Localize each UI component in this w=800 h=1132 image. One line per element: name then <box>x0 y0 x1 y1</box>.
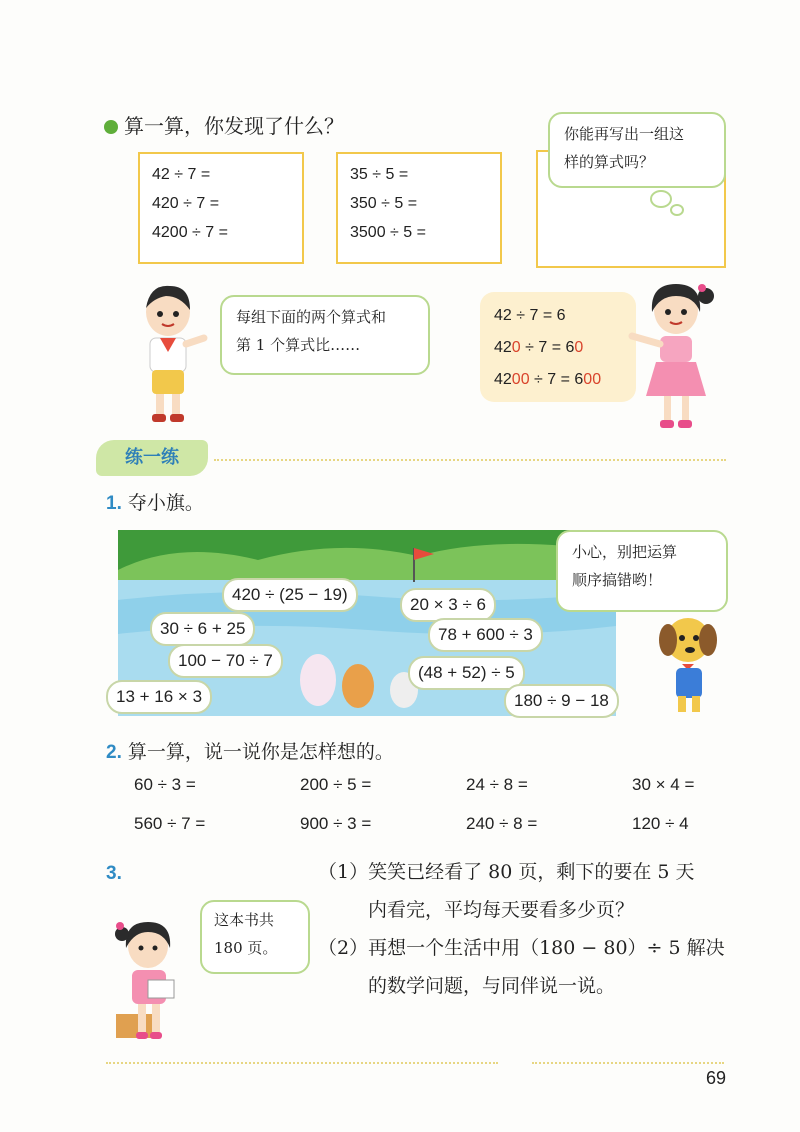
item-2-title: 2. 算一算，说一说你是怎样想的。 <box>106 741 394 763</box>
river-expression: 78 + 600 ÷ 3 <box>428 618 543 652</box>
calc-problem: 24 ÷ 8 = <box>466 775 528 794</box>
river-expression: 20 × 3 ÷ 6 <box>400 588 496 622</box>
calc-problem: 120 ÷ 4 <box>632 814 689 833</box>
answer-line: 4200 ÷ 7 = 600 <box>494 371 602 388</box>
question-3-2-line1: （2）再想一个生活中用（180 − 80）÷ 5 解决 <box>318 937 725 959</box>
dog-illustration <box>648 610 728 720</box>
thought-dot-icon <box>650 190 672 208</box>
answer-equations-box <box>480 292 636 402</box>
equation-line: 35 ÷ 5 = <box>350 166 409 183</box>
thought-dot-icon <box>670 204 684 216</box>
river-expression: 420 ÷ (25 − 19) <box>222 578 358 612</box>
bullet-dot-icon <box>104 120 118 134</box>
river-expression: 13 + 16 × 3 <box>106 680 212 714</box>
question-3-1-line1: （1）笑笑已经看了 80 页，剩下的要在 5 天 <box>318 861 695 883</box>
equation-line: 42 ÷ 7 = <box>152 166 211 183</box>
equation-line: 4200 ÷ 7 = <box>152 224 228 241</box>
river-expression: (48 + 52) ÷ 5 <box>408 656 525 690</box>
calc-problem: 240 ÷ 8 = <box>466 814 538 833</box>
river-scene <box>118 530 616 716</box>
dotted-divider <box>532 1062 724 1064</box>
equation-line: 350 ÷ 5 = <box>350 195 418 212</box>
question-title: 算一算，你发现了什么？ <box>104 110 344 139</box>
practice-banner: 练一练 <box>96 440 208 476</box>
river-expression: 100 − 70 ÷ 7 <box>168 644 283 678</box>
equation-card-1 <box>138 152 304 264</box>
dotted-divider <box>106 1062 498 1064</box>
rabbit-figure <box>300 654 336 706</box>
boy-illustration <box>130 280 210 430</box>
equation-card-2 <box>336 152 502 264</box>
question-3-1-line2: 内看完，平均每天要看多少页？ <box>368 899 635 921</box>
speech-bubble-boy: 每组下面的两个算式和 第 1 个算式比…… <box>220 295 430 375</box>
answer-line: 420 ÷ 7 = 60 <box>494 339 584 356</box>
speech-bubble-write-more: 你能再写出一组这 样的算式吗？ <box>548 112 726 188</box>
calc-problem: 60 ÷ 3 = <box>134 775 196 794</box>
page-number: 69 <box>706 1068 727 1088</box>
monkey-figure <box>342 664 374 708</box>
river-expression: 180 ÷ 9 − 18 <box>504 684 619 718</box>
answer-line: 42 ÷ 7 = 6 <box>494 307 566 324</box>
calc-problem: 900 ÷ 3 = <box>300 814 372 833</box>
girl-illustration <box>626 278 716 434</box>
calc-problem: 200 ÷ 5 = <box>300 775 372 794</box>
equation-line: 3500 ÷ 5 = <box>350 224 426 241</box>
calc-problem: 30 × 4 = <box>632 775 695 794</box>
item-1-title: 1. 夺小旗。 <box>106 492 204 514</box>
question-3-2-line2: 的数学问题，与同伴说一说。 <box>368 975 616 997</box>
calc-problem: 560 ÷ 7 = <box>134 814 206 833</box>
reading-girl-illustration <box>108 916 198 1048</box>
river-expression: 30 ÷ 6 + 25 <box>150 612 255 646</box>
item-3-number: 3. <box>106 863 122 884</box>
equation-line: 420 ÷ 7 = <box>152 195 220 212</box>
dotted-divider <box>214 459 726 461</box>
speech-bubble-book: 这本书共 180 页。 <box>200 900 310 974</box>
speech-bubble-dog: 小心，别把运算 顺序搞错哟！ <box>556 530 728 612</box>
book-icon <box>148 980 174 998</box>
